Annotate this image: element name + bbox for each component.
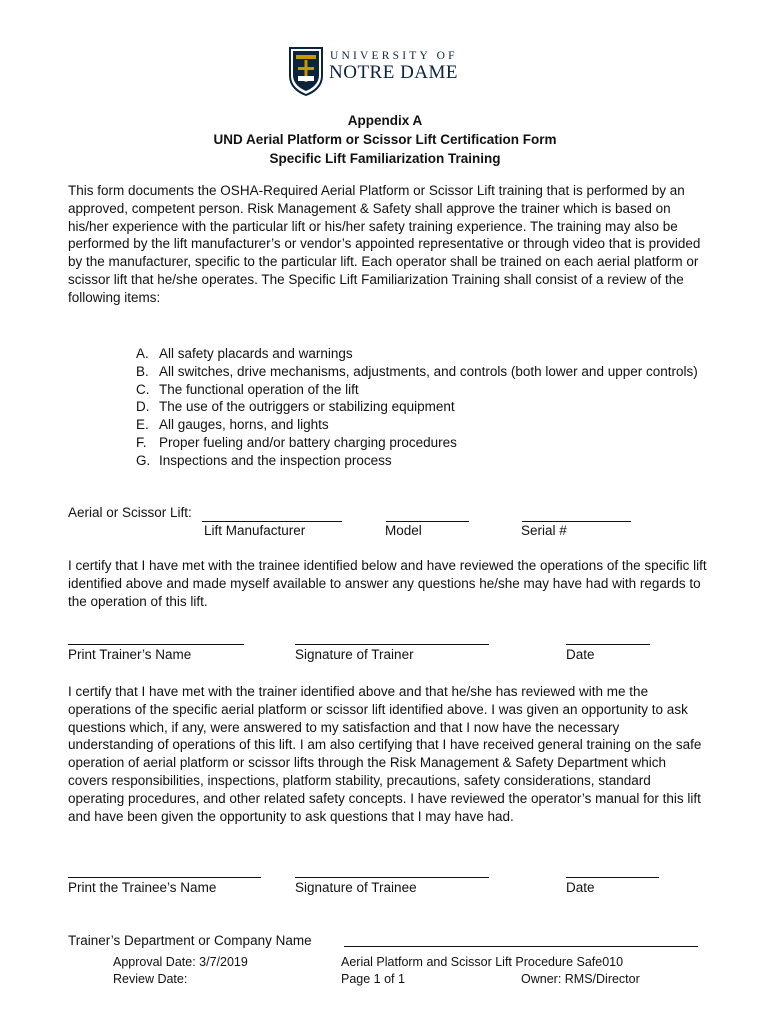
list-item: D. The use of the outriggers or stabilizing equipment	[136, 399, 455, 415]
trainee-name-label: Print the Trainee’s Name	[68, 880, 217, 895]
trainee-date-label: Date	[566, 880, 595, 895]
list-item: B. All switches, drive mechanisms, adjustments, and controls (both lower and upper controls)	[136, 363, 698, 379]
footer-page-number: Page 1 of 1	[341, 972, 405, 986]
trainer-date-label: Date	[566, 647, 595, 662]
trainer-name-label: Print Trainer’s Name	[68, 647, 192, 662]
trainee-name-field[interactable]	[68, 877, 261, 878]
logo-university-of: UNIVERSITY OF	[330, 50, 458, 62]
footer-owner: Owner: RMS/Director	[521, 972, 640, 986]
shield-icon	[288, 46, 324, 96]
list-item: C. The functional operation of the lift	[136, 381, 359, 397]
trainee-signature-field[interactable]	[295, 877, 489, 878]
heading-form-title: UND Aerial Platform or Scissor Lift Certification Form	[213, 132, 557, 147]
lift-serial-field[interactable]	[522, 521, 631, 522]
lift-label: Aerial or Scissor Lift:	[68, 505, 192, 520]
trainee-signature-label: Signature of Trainee	[295, 880, 417, 895]
lift-model-field[interactable]	[386, 521, 469, 522]
logo-notre-dame: NOTRE DAME	[329, 62, 459, 83]
lift-manufacturer-label: Lift Manufacturer	[204, 523, 306, 538]
footer-review-date: Review Date:	[113, 972, 188, 986]
lift-model-label: Model	[385, 523, 422, 538]
trainer-signature-label: Signature of Trainer	[295, 647, 414, 662]
footer-approval-date: Approval Date: 3/7/2019	[113, 955, 248, 969]
form-heading	[0, 111, 770, 168]
trainer-date-field[interactable]	[566, 644, 650, 645]
trainee-certification: I certify that I have met with the trainer identified above and that he/she has reviewed with me the operations of the specific aerial platform or scissor lift identified above. I was given an opportunity to ask questions which, if any, were answered to my satisfaction and that I now have the necessary understanding of operations of this lift. I am also certifying that I have received general training on the safe operation of aerial platform or scissor lifts through the Risk Management & Safety Department which covers responsibilities, inspections, platform stability, precautions, safety considerations, standard operating procedures, and other related safety concepts. I have reviewed the operator’s manual for this lift and have been given the opportunity to ask questions that I may have had.	[68, 684, 702, 824]
department-field[interactable]	[344, 946, 698, 947]
department-label: Trainer’s Department or Company Name	[68, 933, 312, 948]
heading-subtitle: Specific Lift Familiarization Training	[269, 151, 501, 166]
footer-procedure: Aerial Platform and Scissor Lift Procedure Safe010	[341, 955, 624, 969]
heading-appendix: Appendix A	[347, 113, 423, 128]
list-item: G. Inspections and the inspection process	[136, 452, 392, 468]
lift-serial-label: Serial #	[521, 523, 567, 538]
notre-dame-logo	[288, 46, 488, 96]
trainee-date-field[interactable]	[566, 877, 659, 878]
training-items-list	[136, 345, 706, 470]
list-item: E. All gauges, horns, and lights	[136, 417, 329, 433]
trainer-signature-field[interactable]	[295, 644, 489, 645]
list-item: F. Proper fueling and/or battery charging procedures	[136, 434, 457, 450]
trainer-certification: I certify that I have met with the trainee identified below and have reviewed the operations of the specific lift identified above and made myself available to answer any questions he/she may have had with regards to the operation of this lift.	[68, 558, 707, 609]
intro-paragraph: This form documents the OSHA-Required Aerial Platform or Scissor Lift training that is performed by an approved, competent person. Risk Management & Safety shall approve the trainer which is based on his/her experience with the particular lift or his/her safety training experience. The training may also be performed by the lift manufacturer’s or vendor’s appointed representative or through video that is provided by the manufacturer, specific to the particular lift. Each operator shall be trained on each aerial platform or scissor lift that he/she operates. The Specific Lift Familiarization Training shall consist of a review of the following items:	[68, 183, 701, 305]
trainer-name-field[interactable]	[68, 644, 244, 645]
lift-manufacturer-field[interactable]	[202, 521, 342, 522]
list-item: A. All safety placards and warnings	[136, 346, 353, 361]
